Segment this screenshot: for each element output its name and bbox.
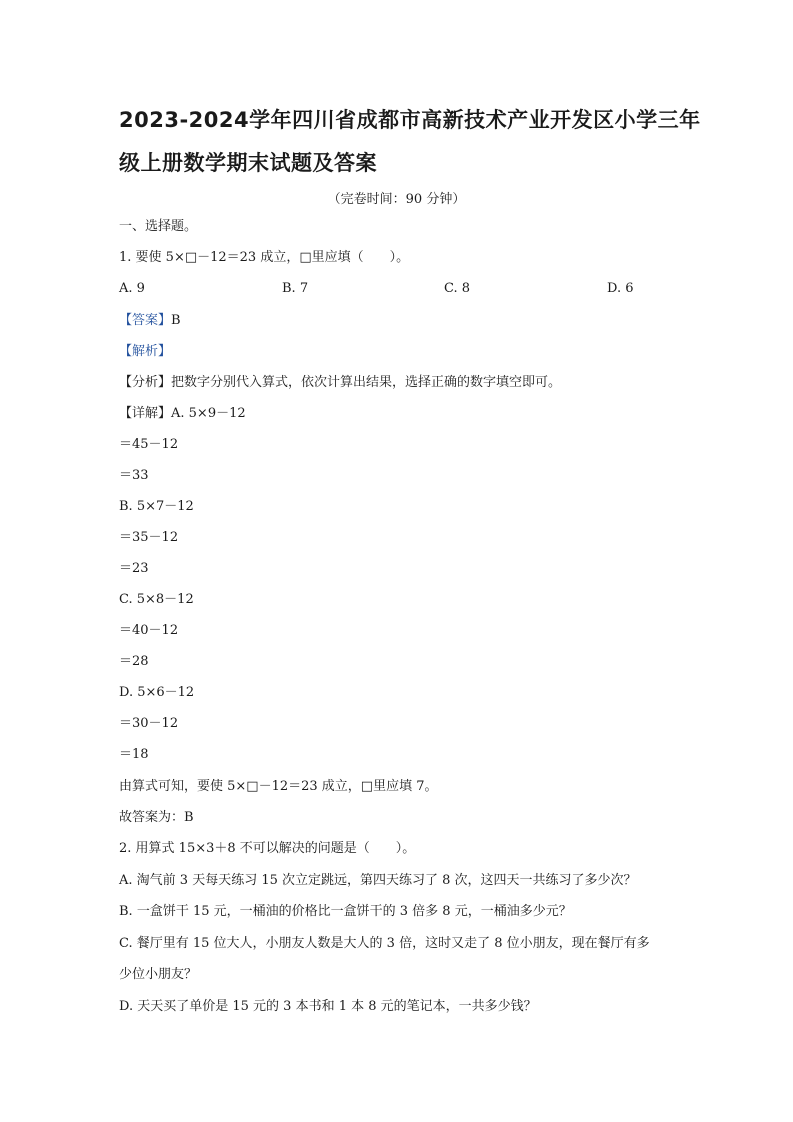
q2-option-c-line-2: 少位小朋友？ [119,967,198,982]
exam-time: （完卷时间：90 分钟） [327,192,466,207]
q1-detail-line: ＝23 [119,561,149,576]
q1-analysis: 【分析】把数字分别代入算式，依次计算出结果，选择正确的数字填空即可。 [119,375,562,390]
document-title-line-1: 2023-2024学年四川省成都市高新技术产业开发区小学三年 [119,108,701,132]
q1-detail-line: B. 5×7－12 [119,499,194,514]
section-heading: 一、选择题。 [119,219,198,234]
answer-tag: 【答案】 [119,313,172,328]
q2-option-d: D. 天天买了单价是 15 元的 3 本书和 1 本 8 元的笔记本，一共多少钱？ [119,999,537,1014]
q1-conclusion: 由算式可知，要使 5×□－12＝23 成立，□里应填 7。 [119,779,438,794]
q1-detail-line: ＝35－12 [119,530,179,545]
q1-detail-line: ＝33 [119,468,149,483]
q1-analysis-tag: 【解析】 [119,344,172,359]
q1-final-answer: 故答案为：B [119,810,194,825]
q1-detail-line: D. 5×6－12 [119,685,195,700]
q1-detail-line: ＝18 [119,747,149,762]
q1-detail-line: ＝45－12 [119,437,179,452]
question-1-stem: 1. 要使 5×□－12＝23 成立，□里应填（ ）。 [119,250,410,265]
q1-detail-line: ＝40－12 [119,623,179,638]
q1-option-b: B. 7 [282,281,309,296]
q2-option-b: B. 一盒饼干 15 元，一桶油的价格比一盒饼干的 3 倍多 8 元，一桶油多少元？ [119,904,572,919]
q1-option-d: D. 6 [607,281,634,296]
q1-detail-line: C. 5×8－12 [119,592,194,607]
document-title-line-2: 级上册数学期末试题及答案 [119,151,377,175]
q1-detail-line: 【详解】A. 5×9－12 [119,406,246,421]
q2-option-c-line-1: C. 餐厅里有 15 位大人，小朋友人数是大人的 3 倍，这时又走了 8 位小朋友，现在餐厅有多 [119,936,650,951]
q2-option-a: A. 淘气前 3 天每天练习 15 次立定跳远，第四天练习了 8 次，这四天一共练习了多少次？ [119,873,637,888]
q1-detail-line: ＝30－12 [119,716,179,731]
q1-detail-line: ＝28 [119,654,149,669]
q1-option-a: A. 9 [119,281,145,296]
q1-answer [119,312,181,330]
question-2-stem: 2. 用算式 15×3＋8 不可以解决的问题是（ ）。 [119,841,416,856]
answer-value: B [171,313,181,328]
q1-option-c: C. 8 [444,281,471,296]
